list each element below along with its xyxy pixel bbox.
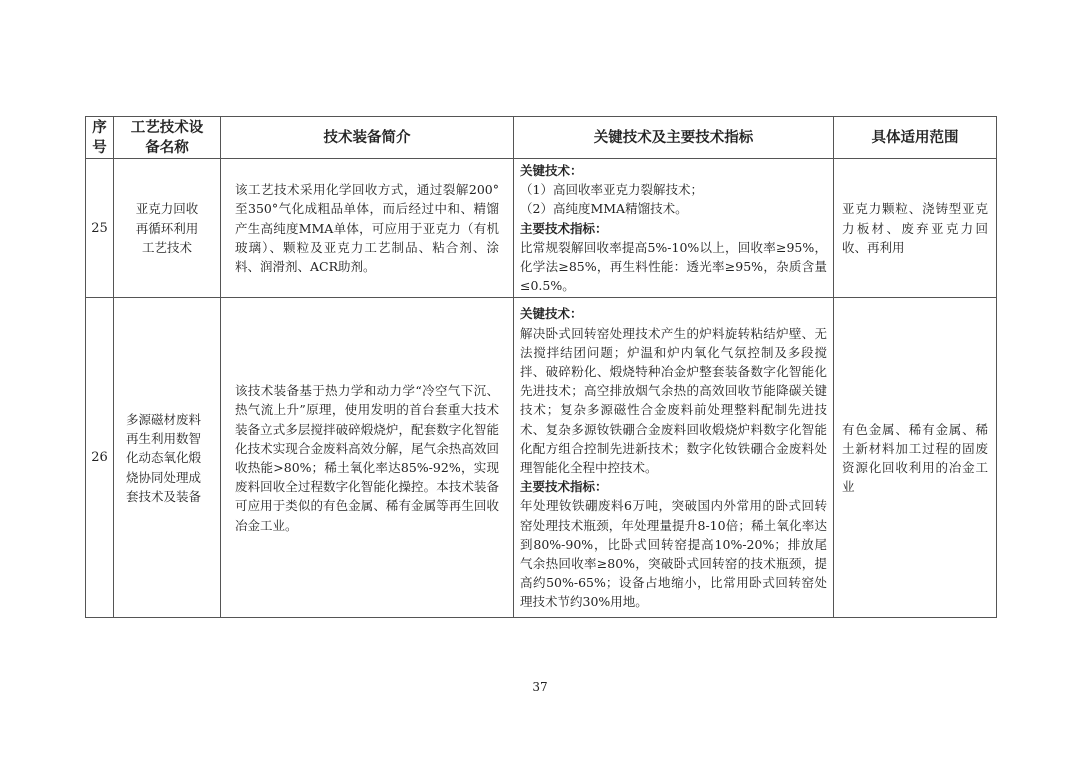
metrics-text: 比常规裂解回收率提高5%-10%以上，回收率≥95%，化学法≥85%，再生料性能：透光率≥95%，杂质含量≤0.5%。: [520, 239, 827, 294]
row-name: 多源磁材废料再生利用数智化动态氧化煅烧协同处理成套技术及装备: [126, 411, 202, 504]
row-intro: 该工艺技术采用化学回收方式，通过裂解200°至350°气化成粗品单体，而后经过中和、精馏产生高纯度MMA单体，可应用于亚克力（有机玻璃）、颗粒及亚克力工艺制品、粘合剂、涂料、润滑剂、ACR助剂。: [235, 182, 499, 275]
row-key-metrics: [514, 302, 833, 613]
row-name: 亚克力回收再循环利用工艺技术: [135, 201, 199, 255]
metrics-text: 年处理钕铁硼废料6万吨，突破国内外常用的卧式回转窑处理技术瓶颈，年处理量提升8-10倍；稀土氧化率达到80%-90%，比卧式回转窑提高10%-20%；排放尾气余热回收率≥80%，突破卧式回转窑的技术瓶颈，提高约50%-65%；设备占地缩小，比常用卧式回转窑处理技术节约30%用地。: [520, 498, 827, 610]
header-seq: 序号: [86, 117, 114, 159]
row-key-metrics: [514, 159, 833, 297]
key-tech-text: 解决卧式回转窑处理技术产生的炉料旋转粘结炉壁、无法搅拌结团问题；炉温和炉内氧化气氛控制及多段搅拌、破碎粉化、煅烧特种冶金炉整套装备数字化智能化先进技术；高空排放烟气余热的高效回收节能降碳关键技术；复杂多源磁性合金废料前处理整料配制先进技术、复杂多源钕铁硼合金废料回收煅烧炉料数字化智能化配方组合控制先进新技术；数字化钕铁硼合金废料处理智能化全程中控技术。: [520, 325, 827, 475]
page-number: 37: [532, 680, 548, 694]
header-name: 工艺技术设备名称: [114, 117, 221, 159]
technology-table: [85, 116, 997, 618]
metrics-heading: 主要技术指标：: [520, 479, 608, 495]
key-tech-item: （1）高回收率亚克力裂解技术；: [520, 182, 703, 198]
header-scope: 具体适用范围: [834, 117, 997, 159]
row-intro: 该技术装备基于热力学和动力学“冷空气下沉、热气流上升”原理，使用发明的首台套重大技术装备立式多层搅拌破碎煅烧炉，配套数字化智能化技术实现合金废料高效分解，尾气余热高效回收热能>80%；稀土氧化率达85%-92%，实现废料回收全过程数字化智能化操控。本技术装备可应用于类似的有色金属、稀有金属等再生回收冶金工业。: [235, 383, 499, 533]
table-header-row: [86, 117, 997, 159]
table-row: [86, 298, 997, 618]
table-row: [86, 159, 997, 298]
row-seq: 25: [86, 159, 114, 298]
header-key: 关键技术及主要技术指标: [514, 117, 834, 159]
metrics-heading: 主要技术指标：: [520, 220, 608, 236]
key-tech-heading: 关键技术：: [520, 163, 583, 178]
row-scope: 亚克力颗粒、浇铸型亚克力板材、废弃亚克力回收、再利用: [842, 201, 988, 255]
header-intro: 技术装备简介: [221, 117, 514, 159]
row-scope: 有色金属、稀有金属、稀土新材料加工过程的固废资源化回收利用的冶金工业: [842, 421, 988, 495]
row-seq: 26: [86, 298, 114, 618]
key-tech-heading: 关键技术：: [520, 306, 583, 322]
key-tech-item: （2）高纯度MMA精馏技术。: [520, 201, 688, 217]
